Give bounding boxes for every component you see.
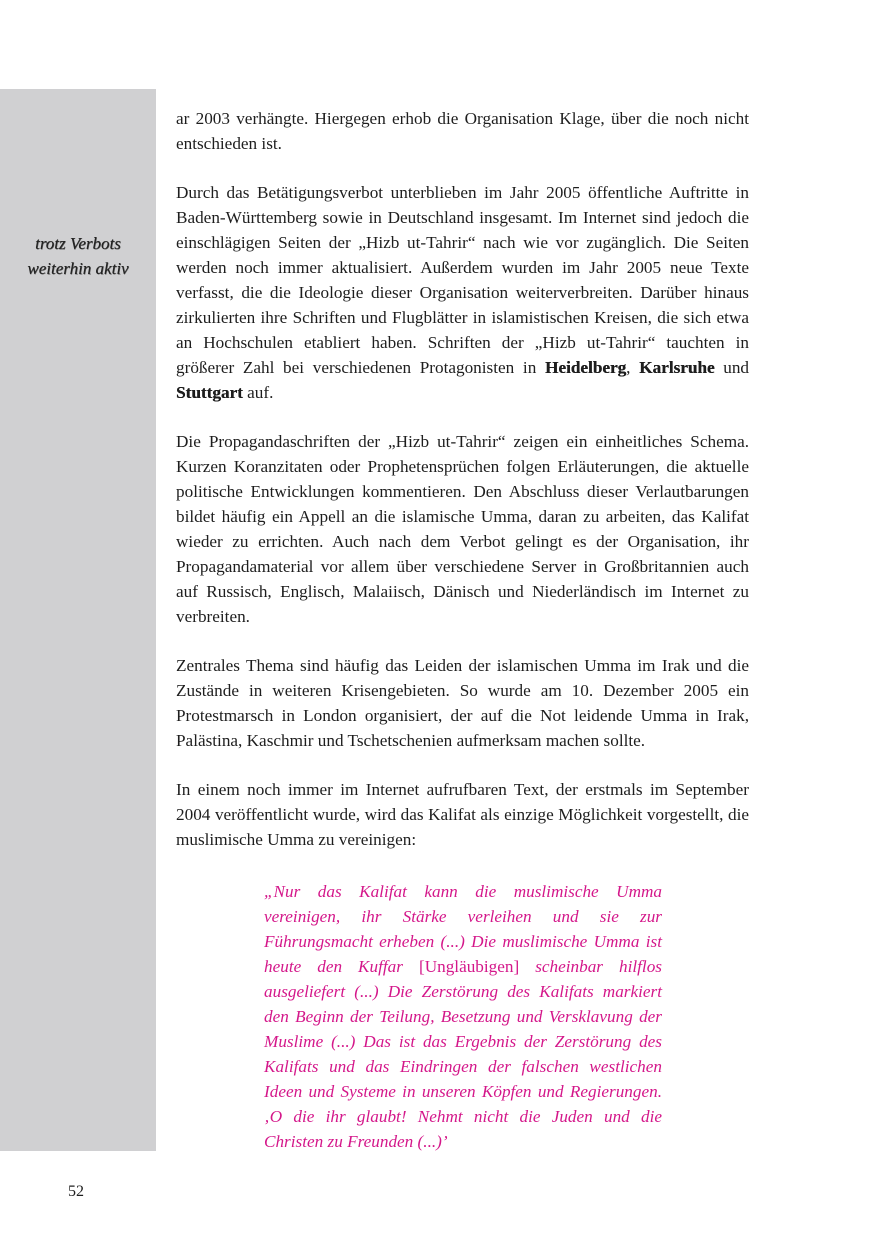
page-number: 52 (68, 1183, 84, 1200)
paragraph-3: Die Propagandaschriften der „Hizb ut-Tahrir“ zeigen ein einheitliches Schema. Kurzen Koranzitaten oder Prophetensprüchen folgen Erläuterungen, die aktuelle politische Entwicklungen kommentieren. Den Abschluss dieser Verlautbarungen bildet häufig ein Appell an die islamische Umma, daran zu arbeiten, das Kalifat wieder zu errichten. Auch nach dem Verbot gelingt es der Organisation, ihr Propagandamaterial vor allem über verschiedene Server in Großbritannien auch auf Russisch, Englisch, Malaiisch, Dänisch und Niederländisch im Internet zu verbreiten. (176, 432, 749, 626)
quote-part-2: scheinbar hilflos ausgeliefert (...) Die Zerstörung des Kalifats markiert den Beginn der Teilung, Besetzung und Versklavung der Muslime (...) Das ist das Ergebnis der Zerstörung des Kalifats und das Eindringen der falschen westlichen Ideen und Systeme in unseren Köpfen und Regierungen. ‚O die ihr glaubt! Nehmt nicht die Juden und die Christen zu Freunden (...)’ (264, 957, 662, 1151)
separator-1: , (626, 358, 640, 377)
main-text (176, 106, 749, 876)
place-heidelberg: Heidelberg (544, 358, 627, 377)
paragraph-1: ar 2003 verhängte. Hiergegen erhob die Organisation Klage, über die noch nicht entschieden ist. (176, 109, 749, 153)
paragraph-2-end: auf. (242, 383, 274, 402)
place-karlsruhe: Karlsruhe (639, 358, 715, 377)
quote-insert: [Ungläubigen] (418, 957, 520, 976)
block-quote (264, 879, 662, 1154)
paragraph-5: In einem noch immer im Internet aufrufbaren Text, der erstmals im September 2004 veröffentlicht wurde, wird das Kalifat als einzige Möglichkeit vorgestellt, die muslimische Umma zu vereinigen: (176, 780, 749, 849)
margin-note (0, 231, 156, 281)
paragraph-2 (176, 180, 749, 405)
place-stuttgart: Stuttgart (176, 383, 243, 402)
separator-2: und (714, 358, 750, 377)
margin-note-line-2: weiterhin aktiv (27, 259, 129, 278)
margin-note-line-1: trotz Verbots (35, 234, 121, 253)
paragraph-4: Zentrales Thema sind häufig das Leiden der islamischen Umma im Irak und die Zustände in weiteren Krisengebieten. So wurde am 10. Dezember 2005 ein Protestmarsch in London organisiert, der auf die Not leidende Umma in Irak, Palästina, Kaschmir und Tschetschenien aufmerksam machen sollte. (176, 656, 749, 750)
paragraph-2-text: Durch das Betätigungsverbot unterblieben im Jahr 2005 öffentliche Auftritte in Baden-Württemberg sowie in Deutschland insgesamt. Im Internet sind jedoch die einschlägigen Seiten der „Hizb ut-Tahrir“ nach wie vor zugänglich. Die Seiten werden noch immer aktualisiert. Außerdem wurden im Jahr 2005 neue Texte verfasst, die die Ideologie dieser Organisation weiterverbreiten. Darüber hinaus zirkulierten ihre Schriften und Flugblätter in islamistischen Kreisen, die sich etwa an Hochschulen etabliert haben. Schriften der „Hizb ut-Tahrir“ tauchten in größerer Zahl bei verschiedenen Protagonisten in (176, 183, 749, 377)
quote-part-1: „Nur das Kalifat kann die muslimische Umma vereinigen, ihr Stärke verleihen und sie zur Führungsmacht erheben (...) Die muslimische Umma ist heute den Kuffar (264, 882, 662, 976)
